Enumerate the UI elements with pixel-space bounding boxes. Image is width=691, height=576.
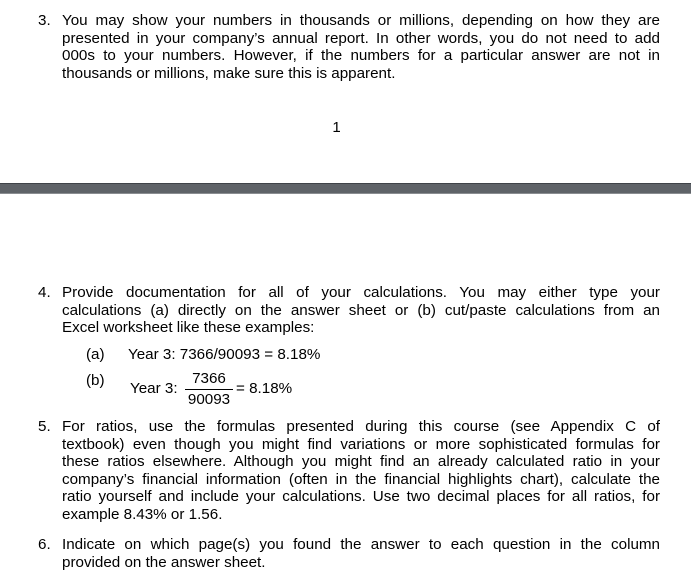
item-number: 3. — [38, 12, 51, 29]
example-b-fraction — [187, 370, 231, 408]
text-line: thousands or millions, make sure this is apparent. — [62, 64, 396, 82]
page-number: 1 — [332, 119, 341, 136]
fraction-numerator: 7366 — [192, 370, 226, 387]
example-b-prefix: Year 3: — [130, 380, 178, 397]
item-number: 6. — [38, 536, 51, 553]
text-line: 000s to your numbers. However, if the numbers for a particular answer are not in — [62, 47, 660, 65]
item-text — [62, 284, 660, 337]
text-line: company’s financial information (often in the financial highlights chart), calculate the — [62, 470, 660, 488]
text-line: Excel worksheet like these examples: — [62, 319, 315, 337]
example-a-label: (a) — [86, 346, 105, 363]
item-number: 4. — [38, 284, 51, 301]
example-b-label: (b) — [86, 372, 105, 389]
text-line: example 8.43% or 1.56. — [62, 505, 223, 523]
page-break-divider — [0, 183, 691, 194]
text-line: provided on the answer sheet. — [62, 553, 266, 571]
text-line: Provide documentation for all of your calculations. You may either type your — [62, 284, 660, 301]
example-a-text: Year 3: 7366/90093 = 8.18% — [128, 346, 321, 363]
text-line: You may show your numbers in thousands or millions, depending on how they are — [62, 12, 660, 29]
text-line: calculations (a) directly on the answer sheet or (b) cut/paste calculations from an — [62, 301, 660, 319]
text-line: ratio yourself and include your calculations. Use two decimal places for all ratios, for — [62, 488, 660, 506]
text-line: textbook) even though you might find variations or more sophisticated formulas for — [62, 435, 660, 453]
item-text — [62, 12, 660, 82]
item-text — [62, 536, 660, 571]
item-text — [62, 418, 660, 524]
text-line: these ratios elsewhere. Although you might find an already calculated ratio in your — [62, 453, 660, 471]
text-line: presented in your company’s annual report. In other words, you do not need to add — [62, 29, 660, 47]
text-line: For ratios, use the formulas presented during this course (see Appendix C of — [62, 418, 660, 435]
fraction-bar — [185, 389, 233, 390]
fraction-denominator: 90093 — [187, 390, 231, 408]
item-number: 5. — [38, 418, 51, 435]
example-b-result: = 8.18% — [236, 380, 293, 397]
text-line: Indicate on which page(s) you found the answer to each question in the column — [62, 536, 660, 553]
